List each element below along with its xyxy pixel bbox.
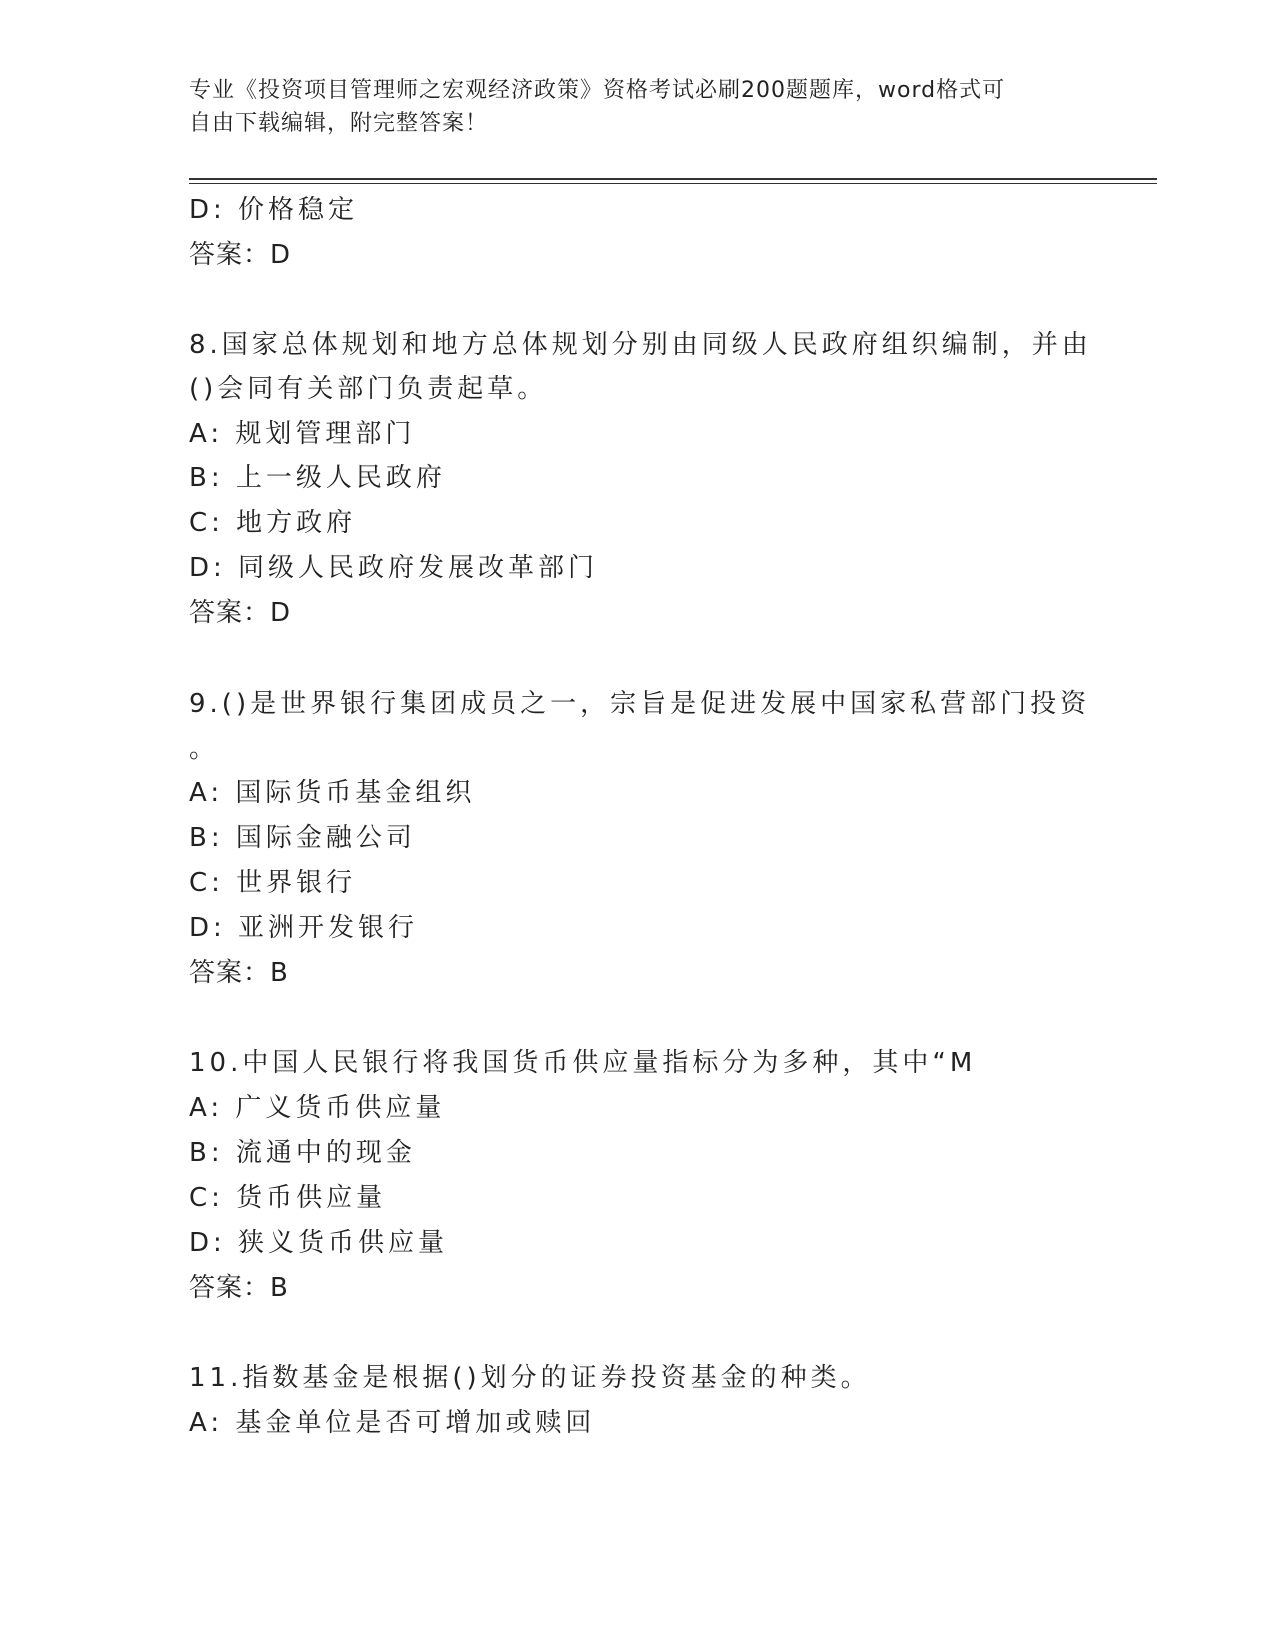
header-line-1: 专业《投资项目管理师之宏观经济政策》资格考试必刷200题题库，word格式可 xyxy=(189,78,1006,103)
question-8-option-d: D: 同级人民政府发展改革部门 xyxy=(189,553,599,583)
question-9-stem: 9.()是世界银行集团成员之一，宗旨是促进发展中国家私营部门投资 xyxy=(189,689,1091,719)
question-10-answer: 答案：B xyxy=(189,1273,289,1303)
question-9-stem-cont: 。 xyxy=(189,734,220,764)
question-8-option-c: C: 地方政府 xyxy=(189,508,357,538)
question-8-stem-cont: ()会同有关部门负责起草。 xyxy=(189,374,548,404)
option-d: D: 价格稳定 xyxy=(189,195,359,225)
header-line-2: 自由下载编辑，附完整答案！ xyxy=(189,111,489,136)
answer-label: 答案：D xyxy=(189,240,292,270)
question-8-option-b: B: 上一级人民政府 xyxy=(189,463,446,493)
question-8-stem: 8.国家总体规划和地方总体规划分别由同级人民政府组织编制，并由 xyxy=(189,330,1092,360)
header-rule-thin xyxy=(189,183,1157,184)
question-10-stem: 10.中国人民银行将我国货币供应量指标分为多种，其中“M xyxy=(189,1048,977,1078)
question-8-answer: 答案：D xyxy=(189,598,292,628)
question-9-option-d: D: 亚洲开发银行 xyxy=(189,913,419,943)
question-9-option-c: C: 世界银行 xyxy=(189,868,357,898)
question-9-answer: 答案：B xyxy=(189,958,289,988)
question-10-option-a: A: 广义货币供应量 xyxy=(189,1093,446,1123)
document-header xyxy=(189,74,1089,140)
question-11-stem: 11.指数基金是根据()划分的证券投资基金的种类。 xyxy=(189,1363,871,1393)
question-11-option-a: A: 基金单位是否可增加或赎回 xyxy=(189,1408,596,1438)
question-8-option-a: A: 规划管理部门 xyxy=(189,419,416,449)
question-10-option-c: C: 货币供应量 xyxy=(189,1183,387,1213)
question-10-option-b: B: 流通中的现金 xyxy=(189,1138,416,1168)
question-10-option-d: D: 狭义货币供应量 xyxy=(189,1228,449,1258)
question-9-option-a: A: 国际货币基金组织 xyxy=(189,778,476,808)
header-rule-thick xyxy=(189,178,1157,180)
question-9-option-b: B: 国际金融公司 xyxy=(189,823,416,853)
